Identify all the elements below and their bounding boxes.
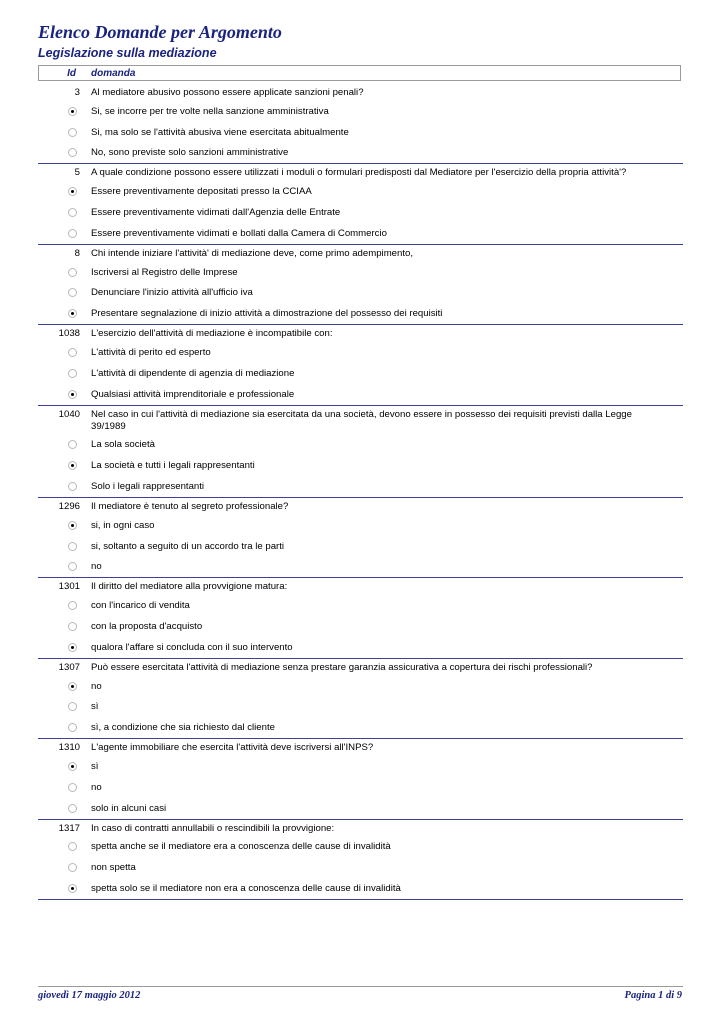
question-block — [38, 659, 683, 739]
answer-option[interactable] — [38, 756, 683, 777]
answer-option[interactable] — [38, 697, 683, 718]
answer-text: sì, a condizione che sia richiesto dal cliente — [91, 722, 275, 734]
answer-text: Essere preventivamente depositati presso la CCIAA — [91, 186, 312, 198]
answer-option[interactable] — [38, 837, 683, 858]
answer-option[interactable] — [38, 455, 683, 476]
footer-divider — [38, 986, 683, 987]
question-id: 1040 — [58, 408, 80, 420]
answer-text: Presentare segnalazione di inizio attività a dimostrazione del possesso dei requisiti — [91, 308, 443, 320]
answer-option[interactable] — [38, 223, 683, 244]
radio-empty-icon[interactable] — [68, 440, 77, 449]
question-id: 1038 — [58, 328, 80, 340]
question-text: A quale condizione possono essere utilizzati i moduli o formulari predisposti dal Mediatore per l'esercizio della propria attività'? — [91, 167, 627, 179]
question-row — [38, 406, 683, 435]
answer-option[interactable] — [38, 303, 683, 324]
answer-text: si, in ogni caso — [91, 519, 155, 531]
question-block — [38, 739, 683, 819]
question-block — [38, 84, 683, 164]
radio-selected-icon[interactable] — [68, 187, 77, 196]
answer-option[interactable] — [38, 122, 683, 143]
question-list — [38, 84, 683, 900]
radio-selected-icon[interactable] — [68, 682, 77, 691]
question-text: Il diritto del mediatore alla provvigione matura: — [91, 581, 288, 593]
question-id: 3 — [74, 87, 80, 98]
question-row — [38, 245, 683, 262]
answer-option[interactable] — [38, 384, 683, 405]
question-block — [38, 820, 683, 900]
answer-text: Essere preventivamente vidimati e bollati dalla Camera di Commercio — [91, 227, 387, 239]
question-block — [38, 164, 683, 244]
question-id: 8 — [74, 247, 80, 259]
answer-option[interactable] — [38, 283, 683, 304]
answer-text: no — [91, 680, 102, 692]
question-block — [38, 578, 683, 658]
answer-text: L'attività di perito ed esperto — [91, 347, 211, 359]
answer-option[interactable] — [38, 798, 683, 819]
answer-text: Si, se incorre per tre volte nella sanzione amministrativa — [91, 105, 329, 117]
radio-empty-icon[interactable] — [68, 542, 77, 551]
radio-empty-icon[interactable] — [68, 702, 77, 711]
radio-empty-icon[interactable] — [68, 601, 77, 610]
radio-empty-icon[interactable] — [68, 229, 77, 238]
answer-text: sì — [91, 761, 99, 773]
answer-text: Solo i legali rappresentanti — [91, 481, 205, 493]
question-block — [38, 325, 683, 405]
answer-text: La società e tutti i legali rappresentanti — [91, 460, 255, 472]
radio-empty-icon[interactable] — [68, 804, 77, 813]
answer-text: solo in alcuni casi — [91, 802, 167, 814]
radio-empty-icon[interactable] — [68, 348, 77, 357]
answer-option[interactable] — [38, 717, 683, 738]
answer-option[interactable] — [38, 435, 683, 456]
answer-text: Si, ma solo se l'attività abusiva viene esercitata abitualmente — [91, 126, 349, 138]
footer-date: giovedì 17 maggio 2012 — [38, 990, 141, 1001]
radio-empty-icon[interactable] — [68, 288, 77, 297]
answer-option[interactable] — [38, 202, 683, 223]
question-id: 1310 — [58, 742, 80, 754]
answer-text: Iscriversi al Registro delle Imprese — [91, 266, 238, 278]
question-text: Il mediatore è tenuto al segreto professionale? — [91, 500, 289, 512]
question-id: 1307 — [58, 661, 80, 673]
answer-text: Essere preventivamente vidimati dall'Agenzia delle Entrate — [91, 207, 341, 219]
answer-text: L'attività di dipendente di agenzia di mediazione — [91, 367, 295, 379]
answer-option[interactable] — [38, 857, 683, 878]
footer-page-number: Pagina 1 di 9 — [624, 990, 682, 1001]
answer-option[interactable] — [38, 777, 683, 798]
column-header-id: Id — [67, 68, 76, 79]
question-id: 1317 — [58, 822, 80, 834]
radio-selected-icon[interactable] — [68, 521, 77, 530]
answer-option[interactable] — [38, 676, 683, 697]
question-id: 5 — [74, 167, 80, 179]
answer-option[interactable] — [38, 557, 683, 578]
question-text: L'agente immobiliare che esercita l'attività deve iscriversi all'INPS? — [91, 742, 374, 754]
answer-text: sì — [91, 701, 99, 713]
question-text: Può essere esercitata l'attività di mediazione senza prestare garanzia assicurativa a copertura dei rischi professionali? — [91, 661, 593, 673]
question-id: 1296 — [58, 500, 80, 512]
question-row — [38, 820, 683, 837]
answer-option[interactable] — [38, 515, 683, 536]
answer-text: spetta anche se il mediatore era a conoscenza delle cause di invalidità — [91, 841, 391, 853]
answer-text: spetta solo se il mediatore non era a conoscenza delle cause di invalidità — [91, 883, 401, 894]
radio-selected-icon[interactable] — [68, 884, 77, 893]
answer-option[interactable] — [38, 363, 683, 384]
section-subtitle: Legislazione sulla mediazione — [38, 46, 217, 60]
answer-text: no — [91, 561, 102, 573]
answer-option[interactable] — [38, 536, 683, 557]
radio-empty-icon[interactable] — [68, 482, 77, 491]
radio-selected-icon[interactable] — [68, 643, 77, 652]
radio-empty-icon[interactable] — [68, 783, 77, 792]
column-header-question: domanda — [91, 68, 136, 79]
answer-text: No, sono previste solo sanzioni amministrative — [91, 147, 289, 159]
question-row — [38, 325, 683, 342]
answer-option[interactable] — [38, 878, 683, 899]
question-id: 1301 — [58, 581, 80, 593]
radio-selected-icon[interactable] — [68, 461, 77, 470]
answer-option[interactable] — [38, 143, 683, 164]
answer-text: con la proposta d'acquisto — [91, 621, 203, 633]
answer-text: La sola società — [91, 439, 155, 451]
question-row — [38, 578, 683, 595]
radio-empty-icon[interactable] — [68, 842, 77, 851]
question-text: Nel caso in cui l'attività di mediazione sia esercitata da una società, devono essere in possesso dei requisiti previsti dalla Legge 39/1989 — [91, 408, 632, 432]
radio-empty-icon[interactable] — [68, 622, 77, 631]
question-text: Al mediatore abusivo possono essere applicate sanzioni penali? — [91, 87, 364, 98]
table-header — [38, 65, 681, 81]
radio-empty-icon[interactable] — [68, 128, 77, 137]
answer-option[interactable] — [38, 616, 683, 637]
question-row — [38, 739, 683, 756]
radio-selected-icon[interactable] — [68, 762, 77, 771]
question-row — [38, 84, 683, 101]
radio-empty-icon[interactable] — [68, 863, 77, 872]
question-block — [38, 406, 683, 498]
question-text: Chi intende iniziare l'attività' di mediazione deve, come primo adempimento, — [91, 247, 414, 259]
question-block — [38, 245, 683, 325]
question-row — [38, 659, 683, 676]
radio-empty-icon[interactable] — [68, 268, 77, 277]
answer-text: con l'incarico di vendita — [91, 600, 190, 612]
radio-empty-icon[interactable] — [68, 723, 77, 732]
page-title: Elenco Domande per Argomento — [38, 22, 282, 42]
radio-selected-icon[interactable] — [68, 107, 77, 116]
answer-option[interactable] — [38, 595, 683, 616]
radio-empty-icon[interactable] — [68, 148, 77, 157]
answer-option[interactable] — [38, 262, 683, 283]
answer-text: si, soltanto a seguito di un accordo tra le parti — [91, 540, 285, 552]
answer-option[interactable] — [38, 476, 683, 497]
question-row — [38, 498, 683, 515]
question-text: In caso di contratti annullabili o rescindibili la provvigione: — [91, 822, 335, 834]
radio-empty-icon[interactable] — [68, 369, 77, 378]
answer-option[interactable] — [38, 181, 683, 202]
answer-text: Denunciare l'inizio attività all'ufficio iva — [91, 287, 253, 299]
question-row — [38, 164, 683, 181]
radio-selected-icon[interactable] — [68, 309, 77, 318]
question-block — [38, 498, 683, 578]
answer-text: qualora l'affare si concluda con il suo intervento — [91, 641, 293, 653]
radio-empty-icon[interactable] — [68, 562, 77, 571]
radio-empty-icon[interactable] — [68, 208, 77, 217]
answer-option[interactable] — [38, 101, 683, 122]
question-text: L'esercizio dell'attività di mediazione è incompatibile con: — [91, 328, 333, 340]
answer-text: non spetta — [91, 862, 136, 874]
answer-option[interactable] — [38, 342, 683, 363]
answer-text: no — [91, 781, 102, 793]
answer-option[interactable] — [38, 637, 683, 658]
answer-text: Qualsiasi attività imprenditoriale e professionale — [91, 388, 295, 400]
radio-selected-icon[interactable] — [68, 390, 77, 399]
